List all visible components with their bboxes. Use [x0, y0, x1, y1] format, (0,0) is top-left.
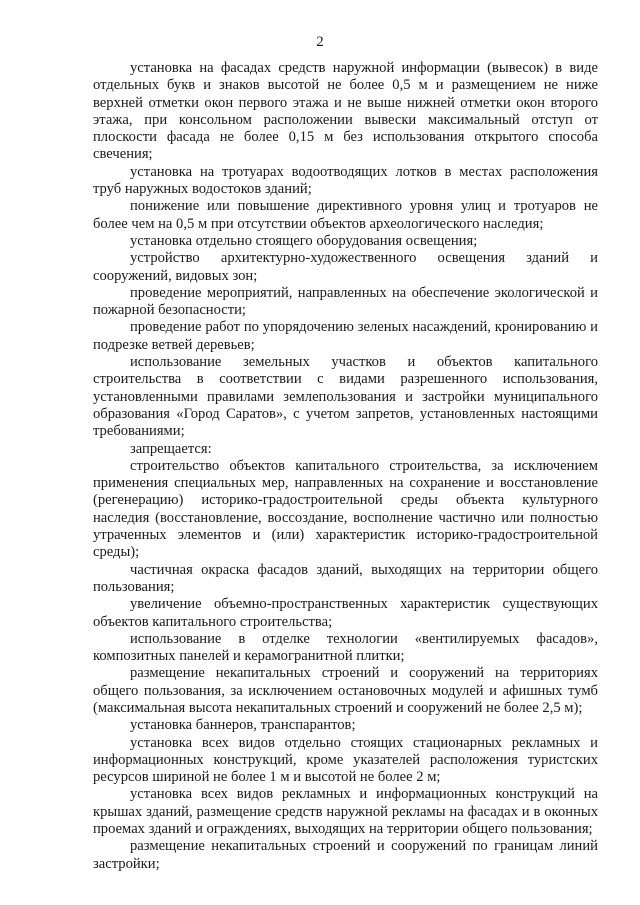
paragraph: устройство архитектурно-художественного освещения зданий и сооружений, видовых зон; [93, 250, 598, 284]
paragraph: запрещается: [130, 440, 212, 457]
paragraph: установка всех видов отдельно стоящих стационарных рекламных и информационных конструкций, кроме указателей расположения туристских ресурсов шириной не более 1 м и высотой не более 2 м; [93, 734, 598, 786]
page-number: 2 [316, 34, 324, 50]
document-body [93, 60, 598, 873]
paragraph: использование в отделке технологии «вентилируемых фасадов», композитных панелей и керамогранитной плитки; [93, 630, 598, 665]
paragraph: установка всех видов рекламных и информационных конструкций на крышах зданий, размещение средств наружной рекламы на фасадах и в оконных проемах зданий и ограждениях, выходящих на территории общего пользования; [93, 786, 598, 838]
paragraph: проведение мероприятий, направленных на обеспечение экологической и пожарной безопасности; [93, 284, 598, 319]
paragraph: установка на тротуарах водоотводящих лотков в местах расположения труб наружных водостоков зданий; [93, 163, 598, 198]
paragraph: установка на фасадах средств наружной информации (вывесок) в виде отдельных букв и знаков высотой не более 0,5 м и размещением не ниже верхней отметки окон первого этажа и не выше нижней отметки окон второго этажа, при консольном расположении вывески максимальный отступ от плоскости фасада не более 0,15 м без использования открытого способа свечения; [93, 60, 598, 163]
paragraph: размещение некапитальных строений и сооружений на территориях общего пользования, за исключением остановочных модулей и афишных тумб (максимальная высота некапитальных строений и сооружений не более 2,5 м); [93, 665, 598, 716]
paragraph: размещение некапитальных строений и сооружений по границам линий застройки; [93, 838, 598, 872]
paragraph: установка отдельно стоящего оборудования освещения; [130, 232, 478, 249]
paragraph: понижение или повышение директивного уровня улиц и тротуаров не более чем на 0,5 м при отсутствии объектов археологического наследия; [93, 198, 598, 232]
paragraph: установка баннеров, транспарантов; [130, 717, 356, 734]
paragraph: проведение работ по упорядочению зеленых насаждений, кронированию и подрезке ветвей деревьев; [93, 319, 598, 353]
paragraph: использование земельных участков и объектов капитального строительства в соответствии с видами разрешенного использования, установленными правилами землепользования и застройки муниципального образования «Город Саратов», с учетом запретов, установленных настоящими требованиями; [93, 354, 598, 440]
paragraph: строительство объектов капитального строительства, за исключением применения специальных мер, направленных на сохранение и восстановление (регенерацию) историко-градостроительной среды объекта культурного наследия (восстановление, воссоздание, восполнение частично или полностью утраченных элементов и (или) характеристик историко-градостроительной среды); [93, 457, 598, 561]
paragraph: увеличение объемно-пространственных характеристик существующих объектов капитального строительства; [93, 596, 598, 630]
paragraph: частичная окраска фасадов зданий, выходящих на территории общего пользования; [93, 561, 598, 595]
